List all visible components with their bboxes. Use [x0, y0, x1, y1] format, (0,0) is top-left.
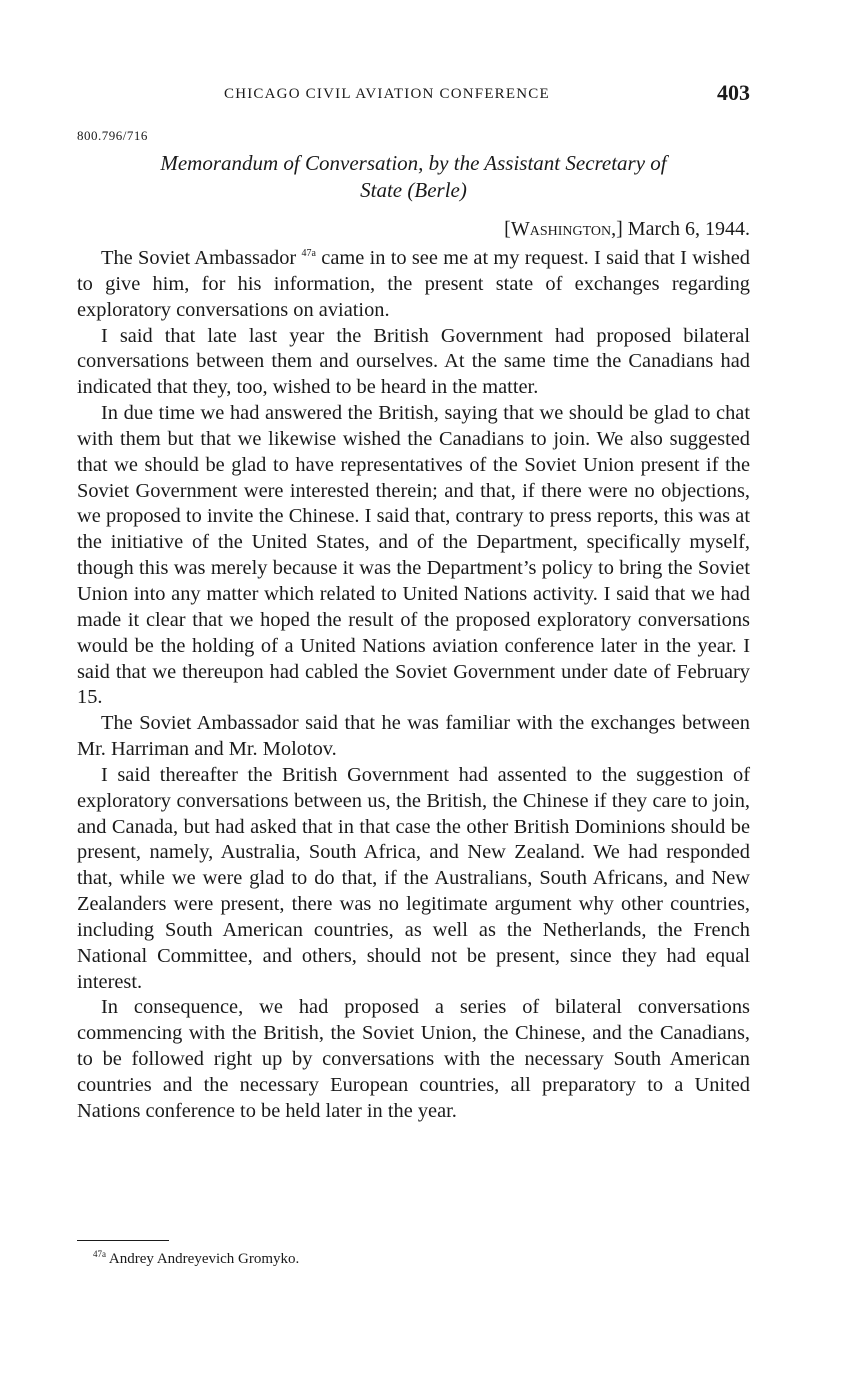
running-header: [77, 80, 750, 110]
document-title-line-2: State (Berle): [360, 178, 467, 202]
file-number: 800.796/716: [77, 128, 148, 143]
dateline-date: March 6, 1944.: [627, 218, 750, 240]
paragraph-3: In due time we had answered the British, saying that we should be glad to chat with them but that we likewise wished the Canadians to join. We also suggested that we should be glad to have representatives of the Soviet Union present if the Soviet Government were interested therein; and that, if there were no objections, we proposed to invite the Chinese. I said that, contrary to press reports, this was at the initiative of the United States, and of the Department, specifically myself, though this was merely because it was the Department’s policy to bring the Soviet Union into any matter which related to United Nations activity. I said that we had made it clear that we hoped the result of the proposed exploratory conversations would be the holding of a United Nations aviation conference later in the year. I said that we thereupon had cabled the Soviet Government under date of February 15.: [77, 402, 750, 709]
paragraph-4: The Soviet Ambassador said that he was familiar with the exchanges between Mr. Harriman and Mr. Molotov.: [77, 712, 750, 761]
footnote-divider: [77, 1240, 169, 1241]
memorandum-body: [77, 246, 750, 1125]
footnote: [93, 1251, 299, 1268]
paragraph-1-start: The Soviet Ambassador: [101, 247, 302, 269]
dateline: [504, 218, 750, 241]
paragraph-6: In consequence, we had proposed a series of bilateral conversations commencing with the British, the Soviet Union, the Chinese, and the Canadians, to be followed right up by conversations with the necessary South American countries and the necessary European countries, all preparatory to a United Nations conference to be held later in the year.: [77, 996, 750, 1122]
paragraph-2: I said that late last year the British Government had proposed bilateral conversations between them and ourselves. At the same time the Canadians had indicated that they, too, wished to be heard in the matter.: [77, 324, 750, 399]
paragraph-1: [77, 246, 750, 324]
document-title-line-1: Memorandum of Conversation, by the Assistant Secretary of: [160, 151, 667, 175]
dateline-bracket-close: ]: [616, 218, 623, 240]
footnote-text: Andrey Andreyevich Gromyko.: [106, 1251, 300, 1267]
paragraph-5: I said thereafter the British Government had assented to the suggestion of exploratory conversations between us, the British, the Chinese if they care to join, and Canada, but had asked that in that case the other British Dominions should be present, namely, Australia, South Africa, and New Zealand. We had responded that, while we were glad to do that, if the Australians, South Africans, and New Zealanders were present, there was no legitimate argument why other countries, including South American countries, as well as the Netherlands, the French National Committee, and others, should not be present, since they had equal interest.: [77, 763, 750, 993]
document-title: [77, 150, 750, 204]
page-number: 403: [717, 80, 750, 105]
running-title: CHICAGO CIVIL AVIATION CONFERENCE: [224, 86, 550, 102]
dateline-place: Washington,: [510, 218, 617, 240]
footnote-reference[interactable]: 47a: [301, 248, 316, 259]
footnote-marker: 47a: [93, 1249, 106, 1259]
paragraph-1-rest: came in to see me at my request. I said that I wished to give him, for his information, the present state of exchanges regarding exploratory conversations on aviation.: [77, 247, 750, 321]
dateline-bracket-open: [: [504, 218, 511, 240]
